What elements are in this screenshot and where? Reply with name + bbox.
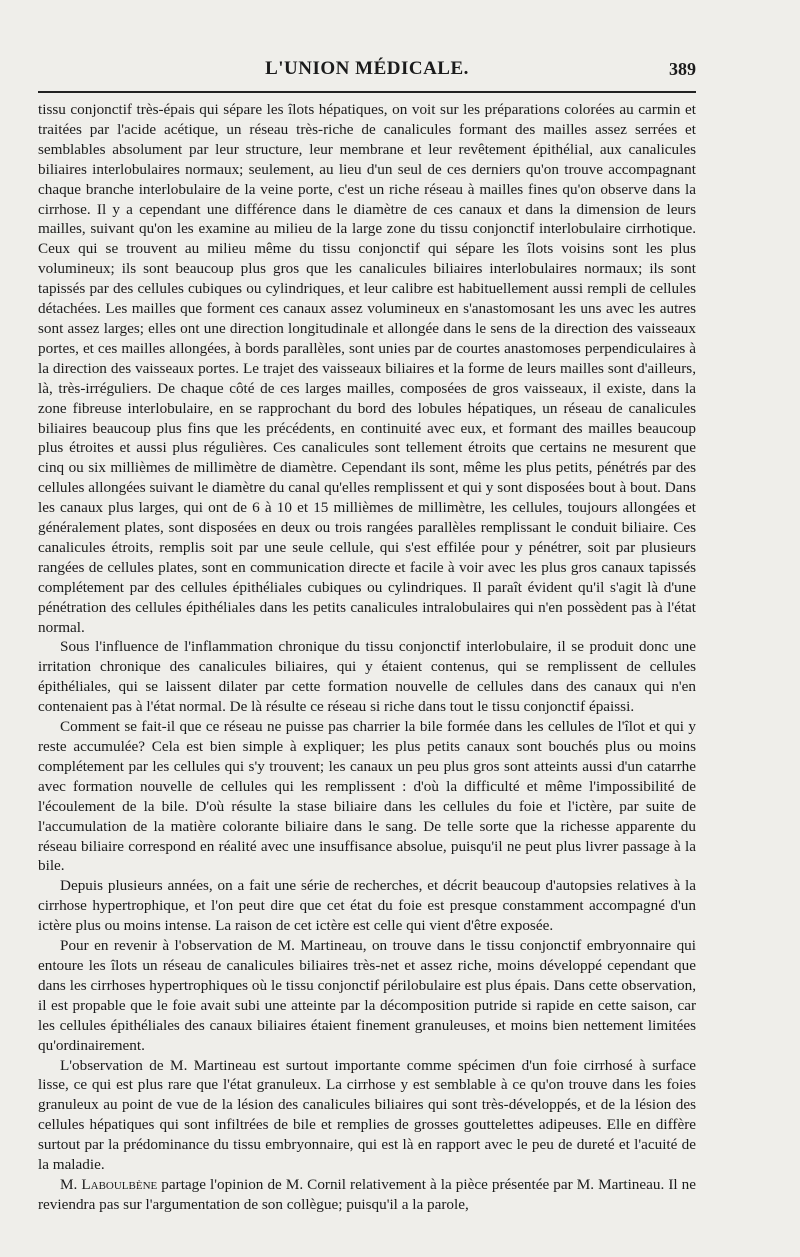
- speaker-prefix: M.: [60, 1175, 82, 1193]
- paragraph-hypertrophic-cirrhosis: Depuis plusieurs années, on a fait une série de recherches, et décrit beaucoup d'autopsies relatives à la cirrhose hypertrophique, et l'on peut dire que cet état du foie est presque constamment accompagné d'un ictère plus ou moins intense. La raison de cet ictère est celle qui vient d'être exposée.: [38, 877, 696, 935]
- paragraph-inflammation: Sous l'influence de l'inflammation chronique du tissu conjonctif interlobulaire, il se produit donc une irritation chronique des canalicules biliaires, qui y étaient contenus, qui se remplissent de cellules épithéliales, qui se laissent dilater par cette formation nouvelle de cellules dans des canaux qui n'en contenaient pas à l'état normal. De là résulte ce réseau si riche dans tout le tissu conjonctif épaissi.: [38, 638, 696, 716]
- paragraph-continuation: tissu conjonctif très-épais qui sépare les îlots hépatiques, on voit sur les préparations colorées au carmin et traitées par l'acide acétique, un réseau très-riche de canalicules formant des mailles assez serrées et semblables absolument par leur structure, leur membrane et leur revêtement épithélial, aux canalicules biliaires interlobulaires normaux; seulement, au lieu d'un seul de ces derniers qu'on trouve accompagnant chaque branche interlobulaire de la veine porte, c'est un riche réseau à mailles fines qu'on observe dans la cirrhose. Il y a cependant une différence dans le diamètre de ces canaux et dans la dimension de leurs mailles, suivant qu'on les examine au milieu de la large zone du tissu conjonctif interlobulaire cirrhotique. Ceux qui se trouvent au milieu même du tissu conjonctif qui sépare les îlots voisins sont les plus volumineux; ils sont beaucoup plus gros que les canalicules biliaires interlobulaires normaux; ils sont tapissés par des cellules cubiques ou cylindriques, et leur calibre est habituellement aussi rempli de cellules détachées. Les mailles que forment ces canaux assez volumineux en s'anastomosant les uns avec les autres sont assez larges; elles ont une direction longitudinale et allongée dans le sens de la direction des vaisseaux portes, et ces mailles allongées, à bords parallèles, sont unies par de courtes anastomoses perpendiculaires à la direction des vaisseaux portes. Le trajet des vaisseaux biliaires et la forme de leurs mailles sont d'ailleurs, là, très-irréguliers. De chaque côté de ces larges mailles, composées de gros vaisseaux, il existe, dans la zone fibreuse interlobulaire, en se rapprochant du bord des lobules hépatiques, un réseau de canalicules biliaires beaucoup plus fins que les précédents, en continuité avec eux, et formant des mailles beaucoup plus étroites et aussi plus régulières. Ces canalicules sont tellement étroits que certains ne mesurent que cinq ou six millièmes de millimètre de diamètre. Cependant ils sont, même les plus petits, pénétrés par des cellules allongées suivant le diamètre du canal qu'elles remplissent et qui y sont disposées bout à bout. Dans les canaux plus larges, qui ont de 6 à 10 et 15 millièmes de millimètre, les cellules, toujours allongées et généralement plates, sont disposées en deux ou trois rangées parallèles remplissant le conduit biliaire. Ces canalicules étroits, remplis soit par une seule cellule, qui s'est effilée pour y pénétrer, soit par plusieurs rangées de cellules plates, sont en communication directe et facile à voir avec les plus gros canaux tapissés complétement par des cellules épithéliales cubiques ou cylindriques. Il paraît évident qu'il s'agit là d'une pénétration des cellules épithéliales dans les petits canalicules intralobulaires qui n'en possèdent pas à l'état normal.: [38, 101, 696, 636]
- page-number: 389: [669, 59, 696, 79]
- paragraph-smooth-liver: L'observation de M. Martineau est surtout importante comme spécimen d'un foie cirrhosé à surface lisse, ce qui est plus rare que l'état granuleux. La cirrhose y est semblable à ce qu'on trouve dans les foies granuleux au point de vue de la lésion des canalicules biliaires qui sont très-développés, et de la lésion des cellules hépatiques qui sont infiltrées de bile et remplies de grosses gouttelettes adipeuses. Elle en diffère surtout par la prédominance du tissu embryonnaire, qui est là en rapport avec le peu de dureté et l'acuité de la maladie.: [38, 1056, 696, 1174]
- paragraph-bile-stasis: Comment se fait-il que ce réseau ne puisse pas charrier la bile formée dans les cellules de l'îlot et qui y reste accumulée? Cela est bien simple à expliquer; les plus petits canaux sont bouchés plus ou moins complétement par les cellules qui s'y trouvent; les canaux un peu plus gros sont atteints aussi d'un catarrhe avec formation nouvelle de cellules qui les remplissent : d'où la difficulté et même l'impossibilité de l'écoulement de la bile. D'où résulte la stase biliaire dans les cellules du foie et l'ictère, par suite de l'accumulation de la matière colorante biliaire dans le sang. De telle sorte que la richesse apparente du réseau biliaire correspond en réalité avec une insuffisance absolue, puisqu'il ne peut plus livrer passage à la bile.: [38, 718, 696, 875]
- paragraph-laboulbene: [38, 1175, 696, 1215]
- running-title: L'UNION MÉDICALE.: [265, 58, 469, 79]
- article-body: [38, 100, 696, 1215]
- header-rule: [38, 91, 696, 93]
- paragraph-martineau-observation: Pour en revenir à l'observation de M. Martineau, on trouve dans le tissu conjonctif embryonnaire qui entoure les îlots un réseau de canalicules biliaires très-net et assez riche, moins développé cependant que dans les cirrhoses hypertrophiques où le tissu conjonctif périlobulaire est plus épais. Dans cette observation, il est propable que le foie avait subi une atteinte par la décomposition putride si rapide en cette saison, car les cellules épithéliales des canaux biliaires étaient finement granuleuses, et moins bien nettement limitées qu'ordinairement.: [38, 937, 696, 1054]
- page-header: [38, 58, 696, 88]
- speaker-name: Laboulbène: [81, 1175, 158, 1193]
- speaker-text: partage l'opinion de M. Cornil relativement à la pièce présentée par M. Martineau. Il ne reviendra pas sur l'argumentation de son collègue; puisqu'il a la parole,: [38, 1175, 696, 1213]
